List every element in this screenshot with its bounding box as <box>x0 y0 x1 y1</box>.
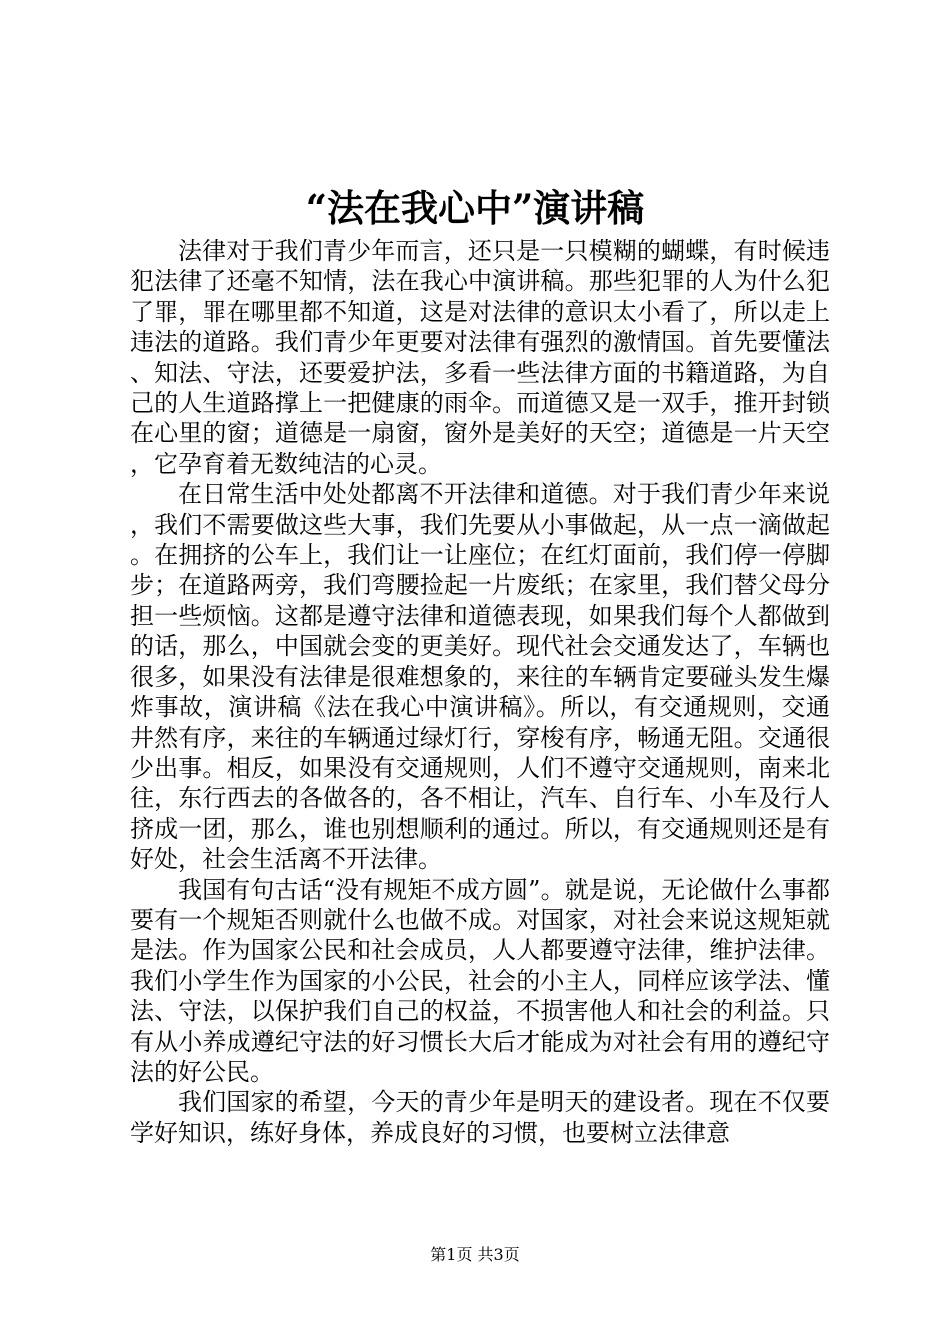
page-footer: 第1页 共3页 <box>430 1245 520 1264</box>
paragraph-2: 在日常生活中处处都离不开法律和道德。对于我们青少年来说，我们不需要做这些大事，我们先要从小事做起，从一点一滴做起。在拥挤的公车上，我们让一让座位；在红灯面前，我们停一停脚步；在道路两旁，我们弯腰捡起一片废纸；在家里，我们替父母分担一些烦恼。这都是遵守法律和道德表现，如果我们每个人都做到的话，那么，中国就会变的更美好。现代社会交通发达了，车辆也很多，如果没有法律是很难想象的，来往的车辆肯定要碰头发生爆炸事故，演讲稿《法在我心中演讲稿》。所以，有交通规则，交通井然有序，来往的车辆通过绿灯行，穿梭有序，畅通无阻。交通很少出事。相反，如果没有交通规则，人们不遵守交通规则，南来北往，东行西去的各做各的，各不相让，汽车、自行车、小车及行人挤成一团，那么，谁也别想顺利的通过。所以，有交通规则还是有好处，社会生活离不开法律。 <box>130 480 830 874</box>
document-body <box>130 236 830 1148</box>
paragraph-1: 法律对于我们青少年而言，还只是一只模糊的蝴蝶，有时候违犯法律了还毫不知情，法在我心中演讲稿。那些犯罪的人为什么犯了罪，罪在哪里都不知道，这是对法律的意识太小看了，所以走上违法的道路。我们青少年更要对法律有强烈的激情国。首先要懂法、知法、守法，还要爱护法，多看一些法律方面的书籍道路，为自己的人生道路撑上一把健康的雨伞。而道德又是一双手，推开封锁在心里的窗；道德是一扇窗，窗外是美好的天空；道德是一片天空，它孕育着无数纯洁的心灵。 <box>130 237 830 478</box>
paragraph-3: 我国有句古话“没有规矩不成方圆”。就是说，无论做什么事都要有一个规矩否则就什么也做不成。对国家，对社会来说这规矩就是法。作为国家公民和社会成员，人人都要遵守法律，维护法律。我们小学生作为国家的小公民，社会的小主人，同样应该学法、懂法、守法，以保护我们自己的权益，不损害他人和社会的利益。只有从小养成遵纪守法的好习惯长大后才能成为对社会有用的遵纪守法的好公民。 <box>130 875 830 1086</box>
paragraph-4: 我们国家的希望，今天的青少年是明天的建设者。现在不仅要学好知识，练好身体，养成良好的习惯，也要树立法律意 <box>130 1088 830 1147</box>
document-title: “法在我心中”演讲稿 <box>305 186 645 230</box>
